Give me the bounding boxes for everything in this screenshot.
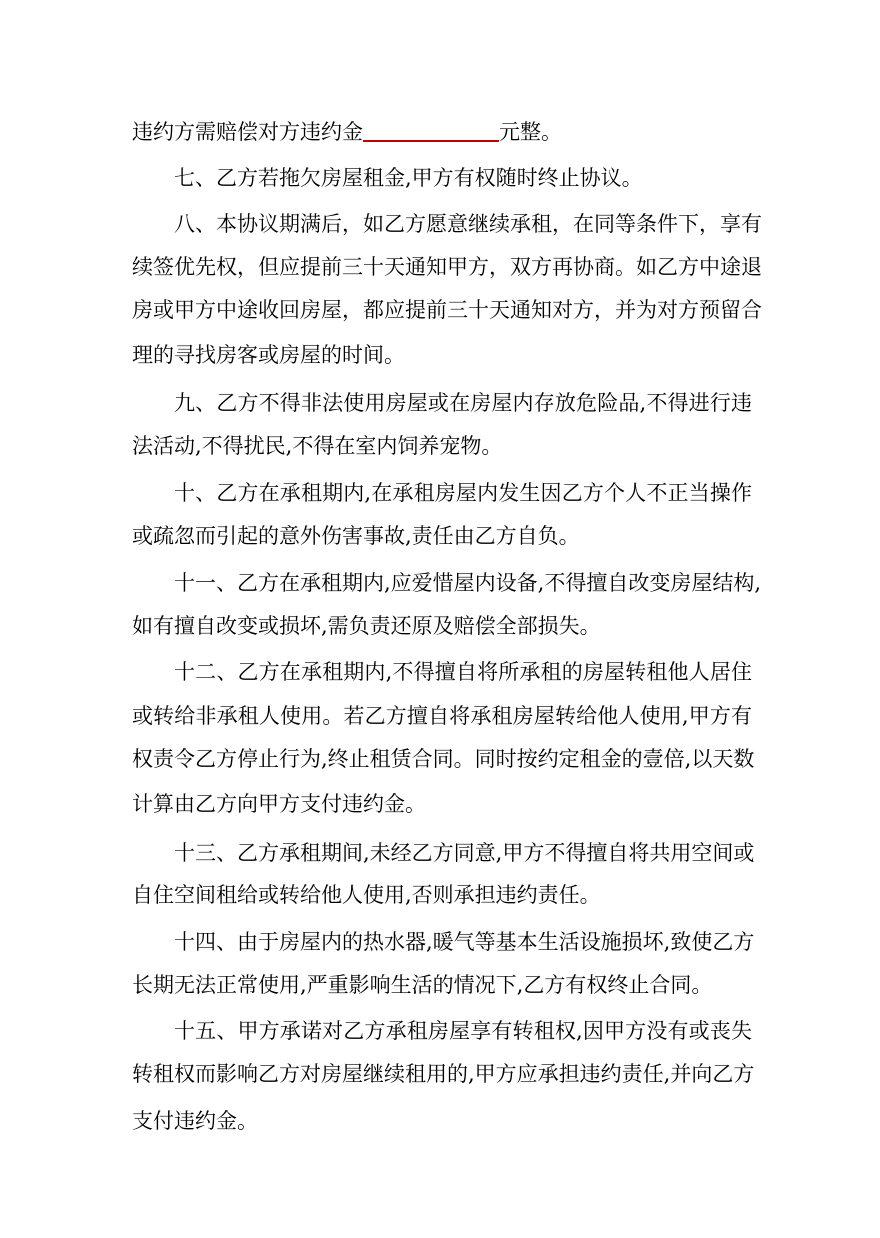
clause-15-line-3: 支付违约金。 bbox=[132, 1109, 258, 1133]
clause-14-line-1: 十四、由于房屋内的热水器,暖气等基本生活设施损坏,致使乙方 bbox=[174, 930, 755, 954]
clause-14-line-2: 长期无法正常使用,严重影响生活的情况下,乙方有权终止合同。 bbox=[132, 973, 713, 997]
clause-9-line-2: 法活动,不得扰民,不得在室内饲养宠物。 bbox=[132, 434, 503, 458]
penalty-clause-line bbox=[132, 117, 752, 147]
clause-10-line-1: 十、乙方在承租期内,在承租房屋内发生因乙方个人不正当操作 bbox=[174, 481, 752, 505]
clause-8-line-2: 续签优先权，但应提前三十天通知甲方，双方再协商。如乙方中途退 bbox=[132, 255, 762, 279]
clause-7-line-1: 七、乙方若拖欠房屋租金,甲方有权随时终止协议。 bbox=[174, 166, 643, 190]
clause-12-line-4: 计算由乙方向甲方支付违约金。 bbox=[132, 792, 426, 816]
clause-11-line-2: 如有擅自改变或损坏,需负责还原及赔偿全部损失。 bbox=[132, 614, 601, 638]
clause-10-line-2: 或疏忽而引起的意外伤害事故,责任由乙方自负。 bbox=[132, 524, 580, 548]
penalty-text: 违约方需赔偿对方违约金 bbox=[132, 120, 363, 144]
penalty-unit: 元整。 bbox=[499, 120, 562, 144]
clause-12-line-2: 或转给非承租人使用。若乙方擅自将承租房屋转给他人使用,甲方有 bbox=[132, 704, 752, 728]
clause-12-line-1: 十二、乙方在承租期内,不得擅自将所承租的房屋转租他人居住 bbox=[174, 660, 752, 684]
clause-13-line-1: 十三、乙方承租期间,未经乙方同意,甲方不得擅自将共用空间或 bbox=[174, 841, 755, 865]
clause-8-line-3: 房或甲方中途收回房屋，都应提前三十天通知对方，并为对方预留合 bbox=[132, 298, 762, 322]
clause-8-line-4: 理的寻找房客或房屋的时间。 bbox=[132, 343, 405, 367]
clause-13-line-2: 自住空间租给或转给他人使用,否则承担违约责任。 bbox=[132, 883, 601, 907]
clause-15-line-2: 转租权而影响乙方对房屋继续租用的,甲方应承担违约责任,并向乙方 bbox=[132, 1062, 755, 1086]
clause-15-line-1: 十五、甲方承诺对乙方承租房屋享有转租权,因甲方没有或丧失 bbox=[174, 1019, 752, 1043]
clause-11-line-1: 十一、乙方在承租期内,应爱惜屋内设备,不得擅自改变房屋结构, bbox=[174, 571, 762, 595]
penalty-amount-blank[interactable] bbox=[363, 120, 499, 142]
clause-8-line-1: 八、本协议期满后，如乙方愿意继续承租，在同等条件下，享有 bbox=[174, 212, 762, 236]
clause-12-line-3: 权责令乙方停止行为,终止租赁合同。同时按约定租金的壹倍,以天数 bbox=[132, 747, 755, 771]
clause-9-line-1: 九、乙方不得非法使用房屋或在房屋内存放危险品,不得进行违 bbox=[174, 391, 752, 415]
